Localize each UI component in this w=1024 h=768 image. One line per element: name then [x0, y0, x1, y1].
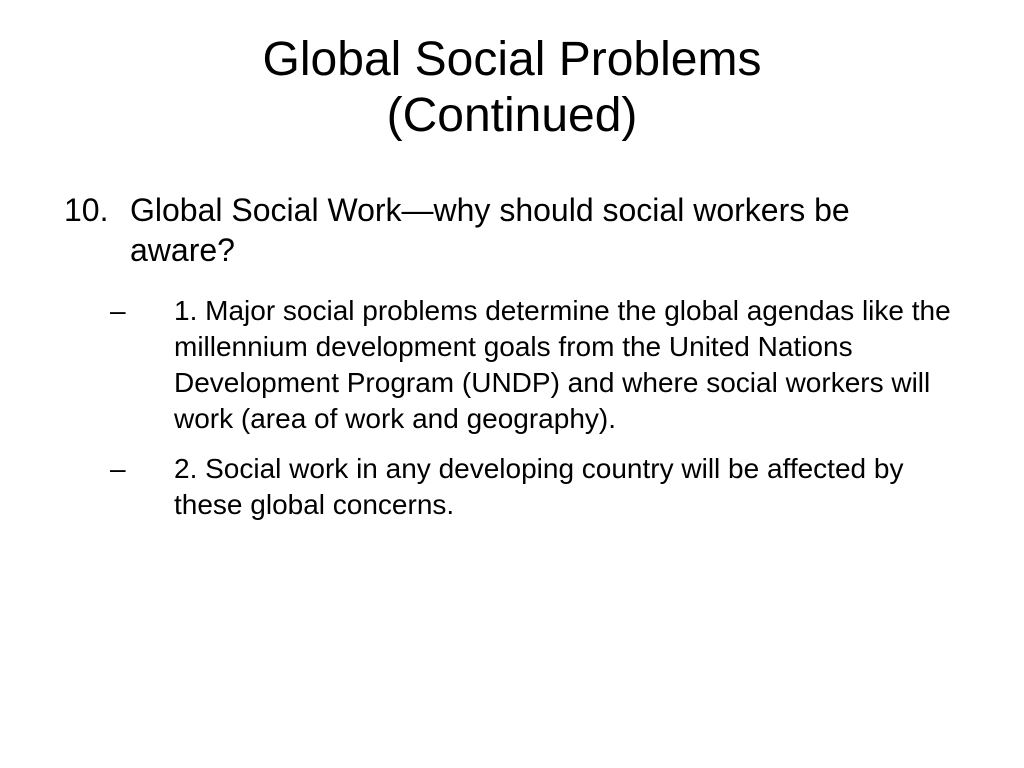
slide-title-line-1: Global Social Problems — [262, 33, 762, 86]
slide-title-line-2: (Continued) — [386, 89, 638, 142]
sub-bullet-list — [110, 293, 970, 537]
dash-bullet: – — [110, 295, 126, 326]
sub-bullet-item-1 — [110, 293, 970, 437]
list-item-10 — [64, 190, 864, 270]
sub-bullet-item-2 — [110, 451, 970, 523]
dash-bullet: – — [110, 453, 126, 484]
sub-bullet-text: 1. Major social problems determine the global agendas like the millennium development goals from the United Nations Development Program (UNDP) and where social workers will work (area of work and geography). — [174, 295, 951, 434]
list-item-text: Global Social Work—why should social workers be aware? — [130, 192, 850, 268]
slide-title — [0, 32, 1024, 144]
list-item-number: 10. — [64, 192, 109, 228]
sub-bullet-text: 2. Social work in any developing country will be affected by these global concerns. — [174, 453, 904, 520]
